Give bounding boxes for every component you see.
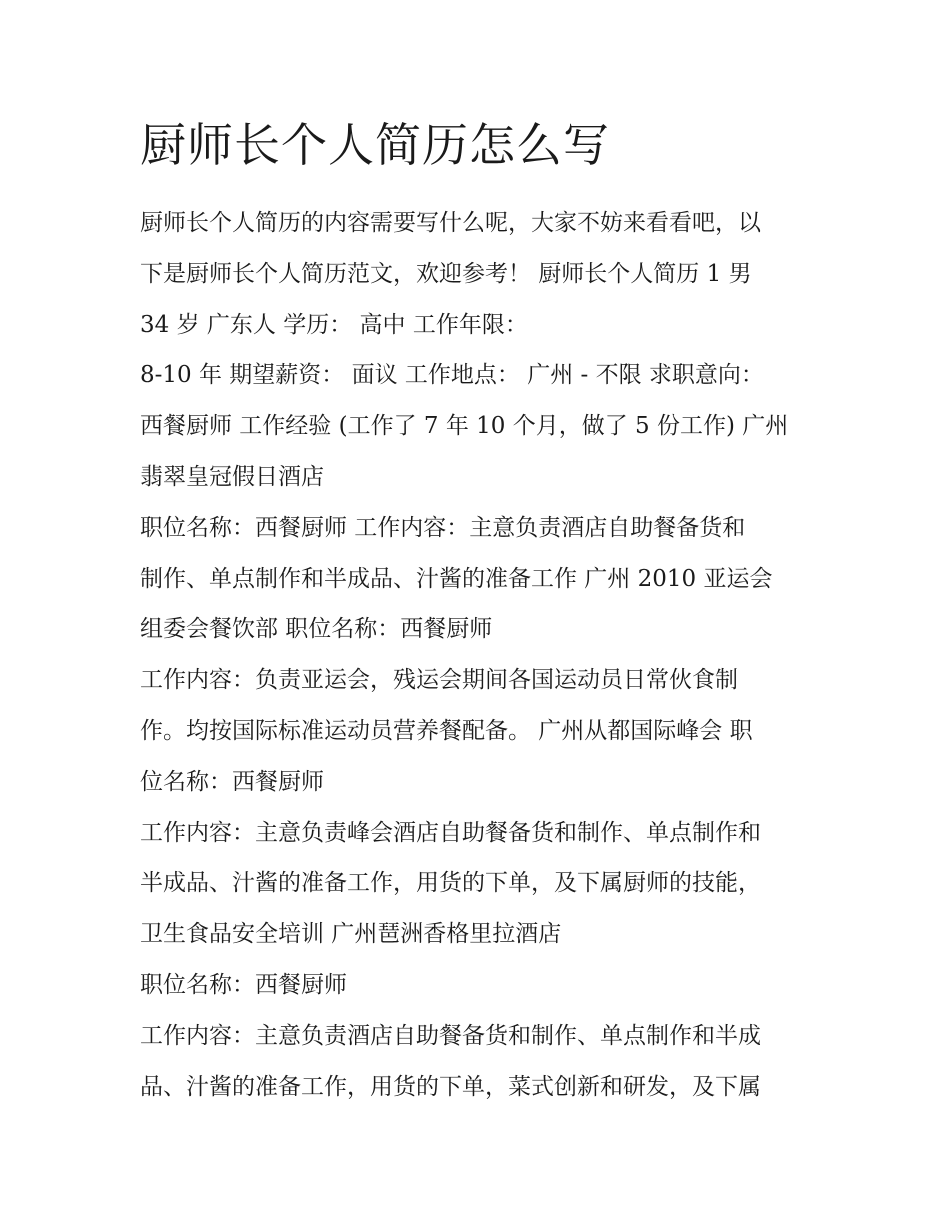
body-line: 品、汁酱的准备工作，用货的下单，菜式创新和研发，及下属 xyxy=(140,1073,761,1100)
body-line: 卫生食品安全培训 广州琶洲香格里拉酒店 xyxy=(140,921,562,948)
document-body xyxy=(140,198,820,1112)
body-line: 作。均按国际标准运动员营养餐配备。 广州从都国际峰会 职 xyxy=(140,717,753,744)
body-line: 制作、单点制作和半成品、汁酱的准备工作 广州 2010 亚运会 xyxy=(140,565,773,592)
body-line: 工作内容：主意负责峰会酒店自助餐备货和制作、单点制作和 xyxy=(140,819,761,846)
body-line: 职位名称：西餐厨师 xyxy=(140,971,347,998)
body-line: 厨师长个人简历的内容需要写什么呢，大家不妨来看看吧，以 xyxy=(140,210,761,236)
body-line: 组委会餐饮部 职位名称：西餐厨师 xyxy=(140,616,493,643)
body-line: 工作内容：主意负责酒店自助餐备货和制作、单点制作和半成 xyxy=(140,1022,761,1049)
body-line: 34 岁 广东人 学历： 高中 工作年限： xyxy=(140,311,528,338)
body-line: 半成品、汁酱的准备工作，用货的下单，及下属厨师的技能， xyxy=(140,870,761,897)
body-line: 职位名称：西餐厨师 工作内容：主意负责酒店自助餐备货和 xyxy=(140,514,746,541)
body-line: 西餐厨师 工作经验 (工作了 7 年 10 个月，做了 5 份工作) 广州 xyxy=(140,413,789,440)
body-line: 翡翠皇冠假日酒店 xyxy=(140,463,324,490)
document-title: 厨师长个人简历怎么写 xyxy=(140,118,610,172)
body-line: 位名称：西餐厨师 xyxy=(140,768,324,795)
body-line: 下是厨师长个人简历范文，欢迎参考！ 厨师长个人简历 1 男 xyxy=(140,260,752,287)
body-line: 8-10 年 期望薪资： 面议 工作地点： 广州 - 不限 求职意向： xyxy=(140,362,764,389)
body-line: 工作内容：负责亚运会，残运会期间各国运动员日常伙食制 xyxy=(140,667,738,694)
